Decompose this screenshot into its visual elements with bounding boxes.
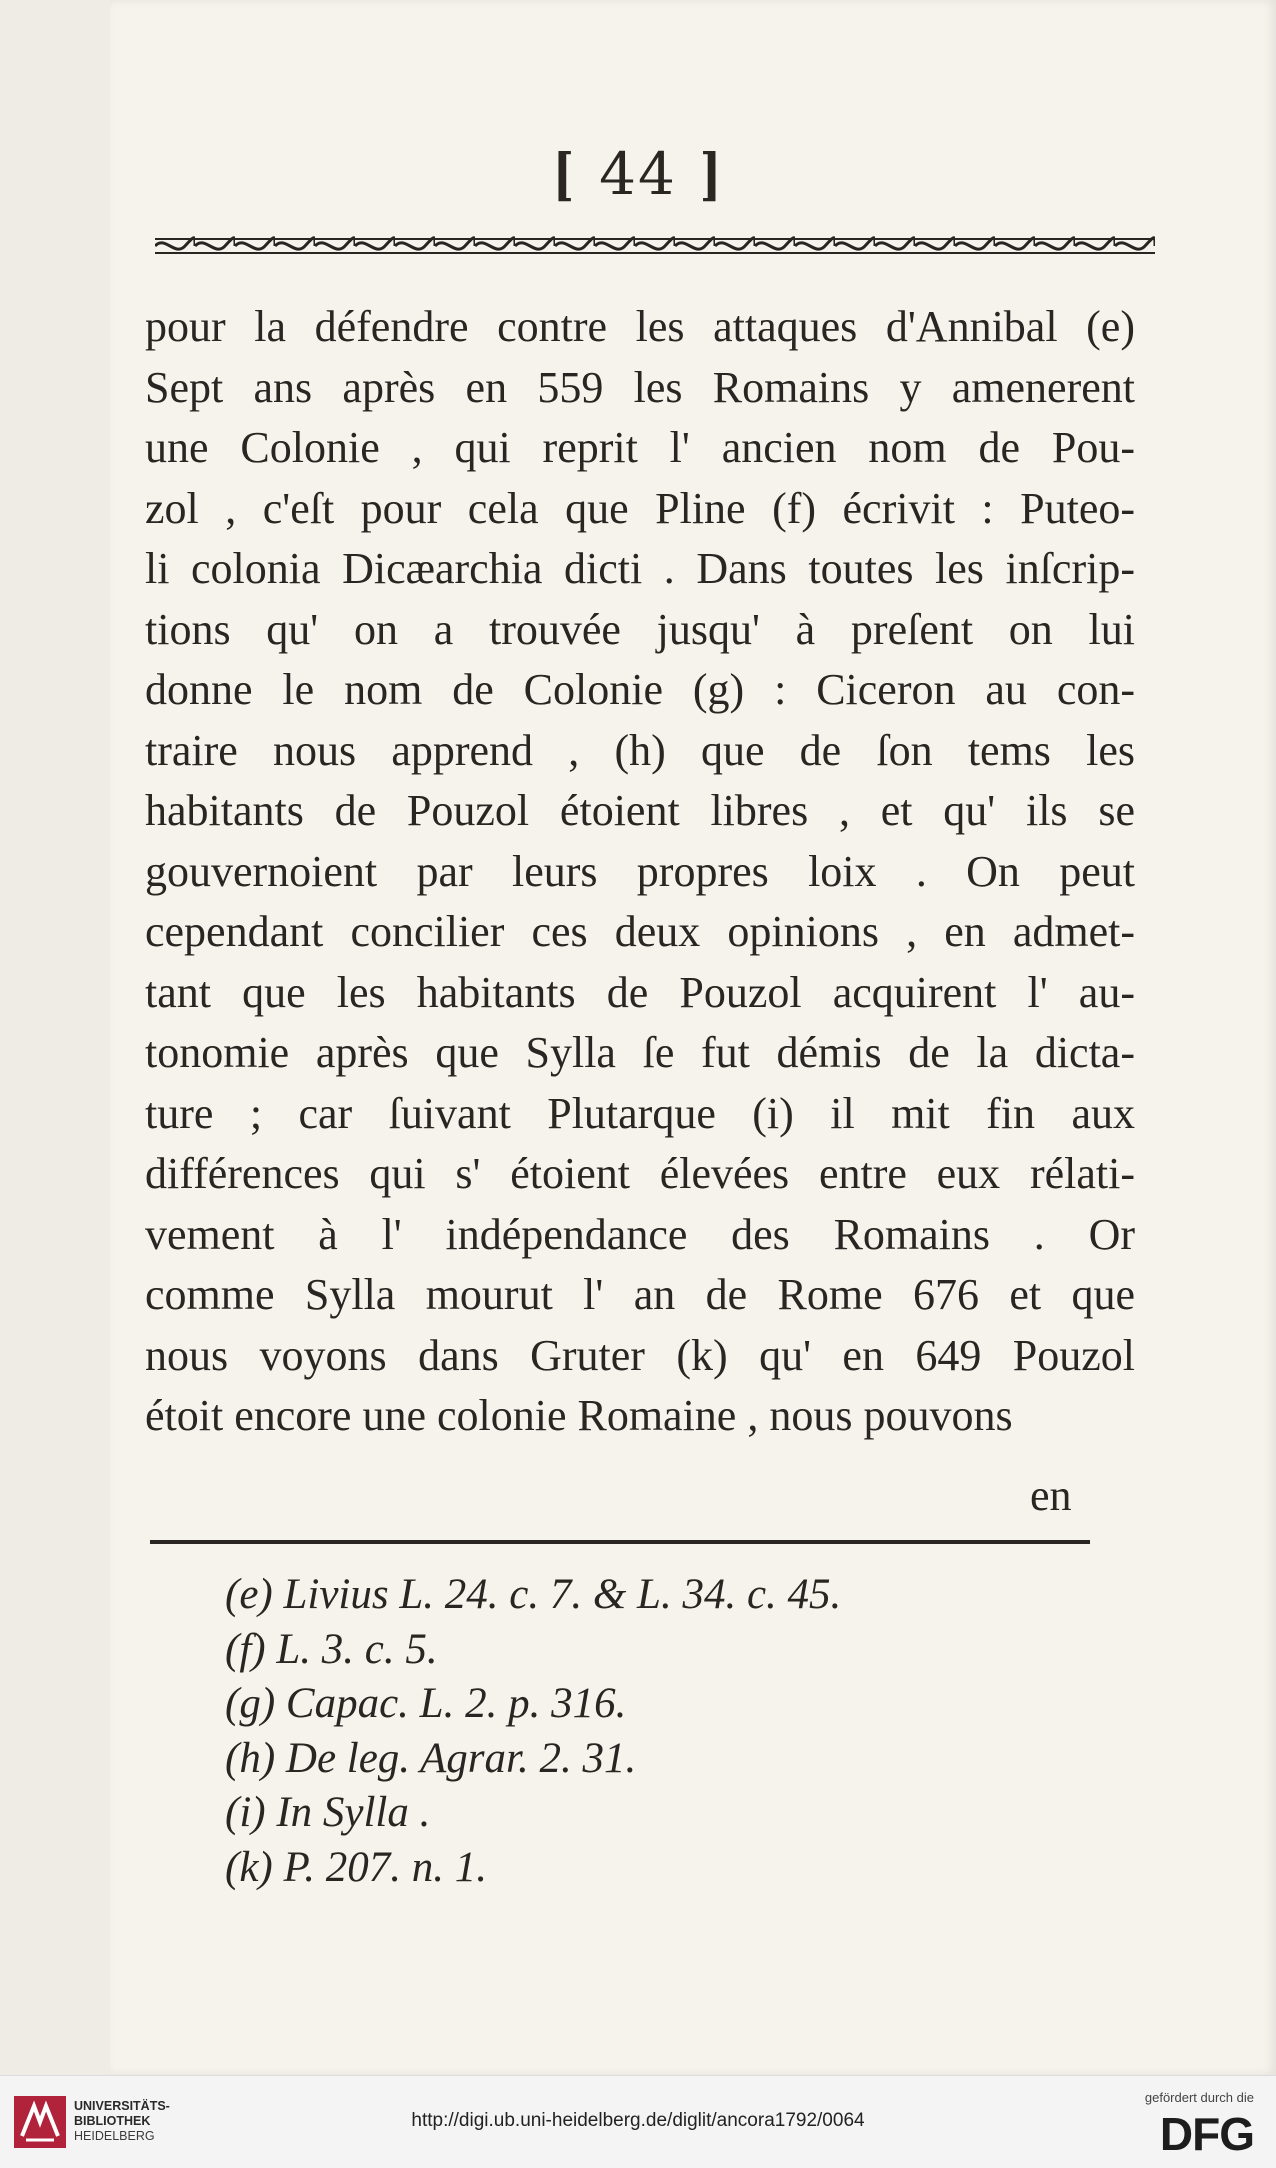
text-line: nous voyons dans Gruter (k) qu' en 649 Pouzol — [145, 1330, 1135, 1380]
text-line: Sept ans après en 559 les Romains y amenerent — [145, 362, 1135, 412]
text-line: comme Sylla mourut l' an de Rome 676 et que — [145, 1270, 1135, 1319]
ornamental-border — [155, 235, 1155, 257]
text-line: traire nous apprend , (h) que de ſon tems les — [145, 725, 1135, 775]
text-line: donne le nom de Colonie (g) : Ciceron au con- — [145, 665, 1135, 714]
footnote-separator-rule — [150, 1537, 1090, 1547]
dfg-logo: DFG — [1159, 2108, 1254, 2160]
university-library-name: UNIVERSITÄTS- BIBLIOTHEK HEIDELBERG — [74, 2099, 170, 2143]
text-line: cependant concilier ces deux opinions , en admet- — [145, 907, 1135, 956]
text-line: habitants de Pouzol étoient libres , et qu' ils se — [145, 786, 1135, 835]
text-line: tant que les habitants de Pouzol acquirent l' au- — [145, 967, 1135, 1017]
text-line: gouvernoient par leurs propres loix . On peut — [145, 846, 1135, 896]
footnote: (k) P. 207. n. 1. — [225, 1843, 487, 1891]
text-line: li colonia Dicæarchia dicti . Dans toutes les inſcrip- — [145, 544, 1135, 593]
footnote: (i) In Sylla . — [225, 1789, 431, 1836]
page-number-header — [0, 140, 1276, 208]
footnotes — [225, 1568, 841, 1895]
right-ornamental-bracket: ] — [700, 142, 723, 208]
page-number: 44 — [599, 140, 677, 208]
text-line: zol , c'eſt pour cela que Pline (f) écrivit : Puteo- — [145, 483, 1135, 533]
left-ornamental-bracket: [ — [553, 142, 576, 208]
text-line: tions qu' on a trouvée jusqu' à preſent on lui — [145, 604, 1135, 654]
footnote: (f) L. 3. c. 5. — [225, 1625, 438, 1673]
text-line: pour la défendre contre les attaques d'Annibal (e) — [145, 302, 1135, 351]
text-line: une Colonie , qui reprit l' ancien nom de Pou- — [145, 423, 1135, 472]
footnote: (g) Capac. L. 2. p. 316. — [225, 1680, 627, 1727]
footnote: (e) Livius L. 24. c. 7. & L. 34. c. 45. — [225, 1571, 842, 1618]
main-text — [145, 297, 1135, 1447]
text-line: tonomie après que Sylla ſe fut démis de la dicta- — [145, 1028, 1135, 1077]
viewer-footer — [0, 2075, 1276, 2168]
text-line: différences qui s' étoient élevées entre eux rélati- — [145, 1149, 1135, 1198]
footnote: (h) De leg. Agrar. 2. 31. — [225, 1734, 637, 1782]
sponsor-caption: gefördert durch die — [1144, 2090, 1254, 2105]
text-line: vement à l' indépendance des Romains . Or — [145, 1209, 1135, 1259]
catchword: en — [1030, 1471, 1072, 1520]
text-line: ture ; car ſuivant Plutarque (i) il mit fin aux — [145, 1088, 1135, 1138]
permalink-url[interactable]: http://digi.ub.uni-heidelberg.de/diglit/ancora1792/0064 — [411, 2110, 865, 2131]
text-line: étoit encore une colonie Romaine , nous pouvons — [145, 1391, 1013, 1440]
